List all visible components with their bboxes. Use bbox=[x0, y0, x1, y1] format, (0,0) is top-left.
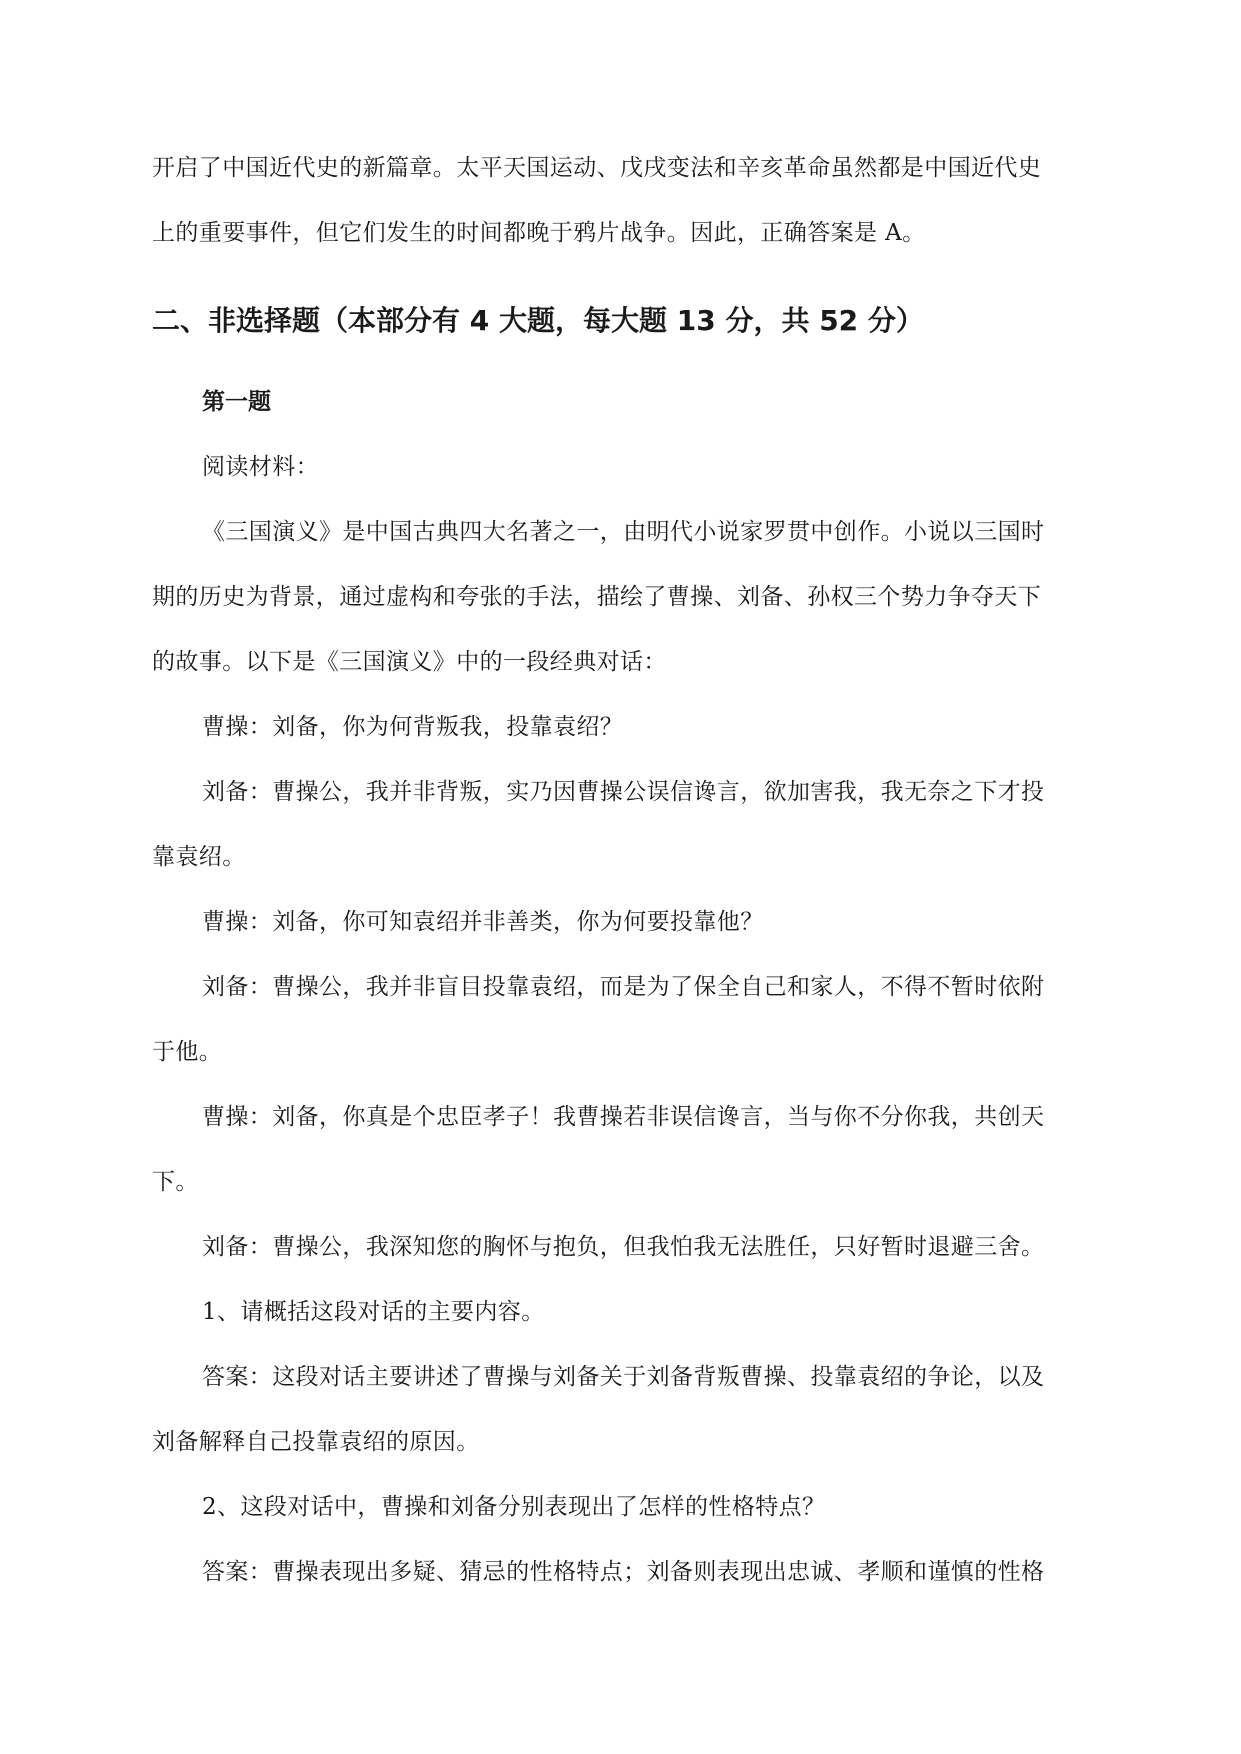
dialogue-line: 靠袁绍。 bbox=[152, 844, 246, 870]
answer-line: 答案：这段对话主要讲述了曹操与刘备关于刘备背叛曹操、投靠袁绍的争论，以及 bbox=[202, 1364, 1045, 1390]
question-line: 2、这段对话中，曹操和刘备分别表现出了怎样的性格特点？ bbox=[202, 1494, 826, 1520]
intro-line-1: 开启了中国近代史的新篇章。太平天国运动、戊戌变法和辛亥革命虽然都是中国近代史 bbox=[152, 155, 1042, 181]
dialogue-line: 于他。 bbox=[152, 1039, 223, 1065]
body-line: 阅读材料： bbox=[202, 454, 319, 480]
body-line: 《三国演义》是中国古典四大名著之一，由明代小说家罗贯中创作。小说以三国时 bbox=[202, 519, 1045, 545]
dialogue-line: 曹操：刘备，你可知袁绍并非善类，你为何要投靠他？ bbox=[202, 909, 764, 935]
question-line: 1、请概括这段对话的主要内容。 bbox=[202, 1299, 545, 1325]
dialogue-line: 刘备：曹操公，我深知您的胸怀与抱负，但我怕我无法胜任，只好暂时退避三舍。 bbox=[202, 1234, 1045, 1260]
dialogue-line: 曹操：刘备，你真是个忠臣孝子！我曹操若非误信谗言，当与你不分你我，共创天 bbox=[202, 1104, 1045, 1130]
answer-line: 答案：曹操表现出多疑、猜忌的性格特点；刘备则表现出忠诚、孝顺和谨慎的性格 bbox=[202, 1559, 1045, 1585]
body-line: 的故事。以下是《三国演义》中的一段经典对话： bbox=[152, 649, 667, 675]
dialogue-line: 曹操：刘备，你为何背叛我，投靠袁绍？ bbox=[202, 714, 624, 740]
question-title: 第一题 bbox=[202, 389, 271, 415]
intro-line-2: 上的重要事件，但它们发生的时间都晚于鸦片战争。因此，正确答案是 A。 bbox=[152, 220, 926, 246]
section-title: 二、非选择题（本部分有 4 大题，每大题 13 分，共 52 分） bbox=[152, 304, 924, 337]
answer-line: 刘备解释自己投靠袁绍的原因。 bbox=[152, 1429, 480, 1455]
body-line: 期的历史为背景，通过虚构和夸张的手法，描绘了曹操、刘备、孙权三个势力争夺天下 bbox=[152, 584, 1042, 610]
dialogue-line: 刘备：曹操公，我并非盲目投靠袁绍，而是为了保全自己和家人，不得不暂时依附 bbox=[202, 974, 1045, 1000]
dialogue-line: 刘备：曹操公，我并非背叛，实乃因曹操公误信谗言，欲加害我，我无奈之下才投 bbox=[202, 779, 1045, 805]
dialogue-line: 下。 bbox=[152, 1169, 199, 1195]
